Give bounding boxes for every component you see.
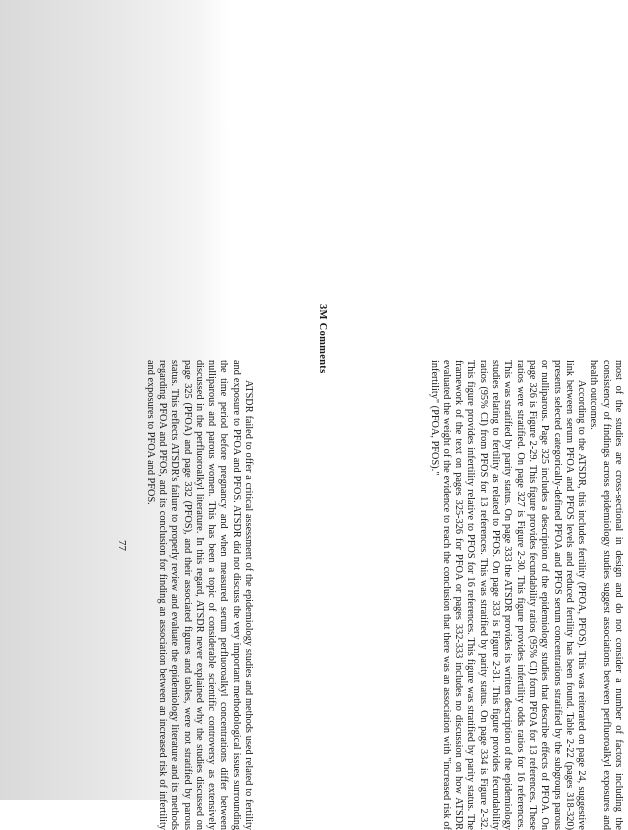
body-text — [427, 360, 624, 830]
comments-paragraph: ATSDR failed to offer a critical assessment of the epidemiology studies and methods used related to fertility and exposure to PFOA and PFOS. ATSDR did not discuss the very important methodological issues surrounding the time period before pregnancy and when measured serum perfluoroalkyl concentrations differ between nulliparous and parous women. This has been a topic of considerable scientific controversy as extensively discussed in the perfluoroalkyl literature. In this regard, ATSDR never explained why the studies discussed on page 325 (PFOA) and page 332 (PFOS), and their associated figures and tables, were not stratified by parous status. This reflects ATSDR's failure to properly review and evaluate the epidemiology literature and its methods regarding PFOA and PFOS, and its conclusion for finding an association between an increased risk of infertility and exposures to PFOA and PFOS. — [144, 360, 254, 830]
rotated-page — [108, 0, 628, 830]
page-number: 77 — [116, 540, 128, 551]
paragraph-1: most of the studies are cross-sectional in design and do not consider a number of factors including the consistency of findings across epidemiology studies suggest associations between perfluoroalkyl exposures and health outcomes. — [588, 360, 624, 830]
section-heading: 3M Comments — [317, 304, 328, 374]
comments-text — [143, 360, 254, 830]
paragraph-2: According to the ATSDR, this includes fertility (PFOA, PFOS). This was reiterated on page 24, suggestive link between serum PFOA and PFOS levels and reduced fertility has been found. Table 2-22 (pages 318-320) presents selected categorically-defined PFOA and PFOS serum concentrations stratified by the subgroups parous or nulliparous. Page 325 includes a description of the epidemiology studies that describe effects of PFOA. On page 326 is Figure 2-29. This figure provides fecundability ratios (95% CI) form PFOA for 13 references. These ratios were stratified. On page 327 is Figure 2-30. This figure provides infertility odds ratios for 16 references. This was stratified by parity status. On page 333 the ATSDR provides its written description of the epidemiology studies relating to fertility as related to PFOS. On page 333 is Figure 2-31. This figure provides fecundability ratios (95% CI) from PFOS for 13 references. This was stratified by parity status. On page 334 is Figure 2-32. This figure provides infertility relative to PFOS for 16 references. This figure was stratified by parity status. The framework of the text on pages 325-326 for PFOA or pages 332-333 includes no discussion on how ATSDR evaluated the weight of the evidence to reach the conclusion that there was an association with "increased risk of infertility" (PFOA, PFOS)." — [428, 360, 588, 830]
